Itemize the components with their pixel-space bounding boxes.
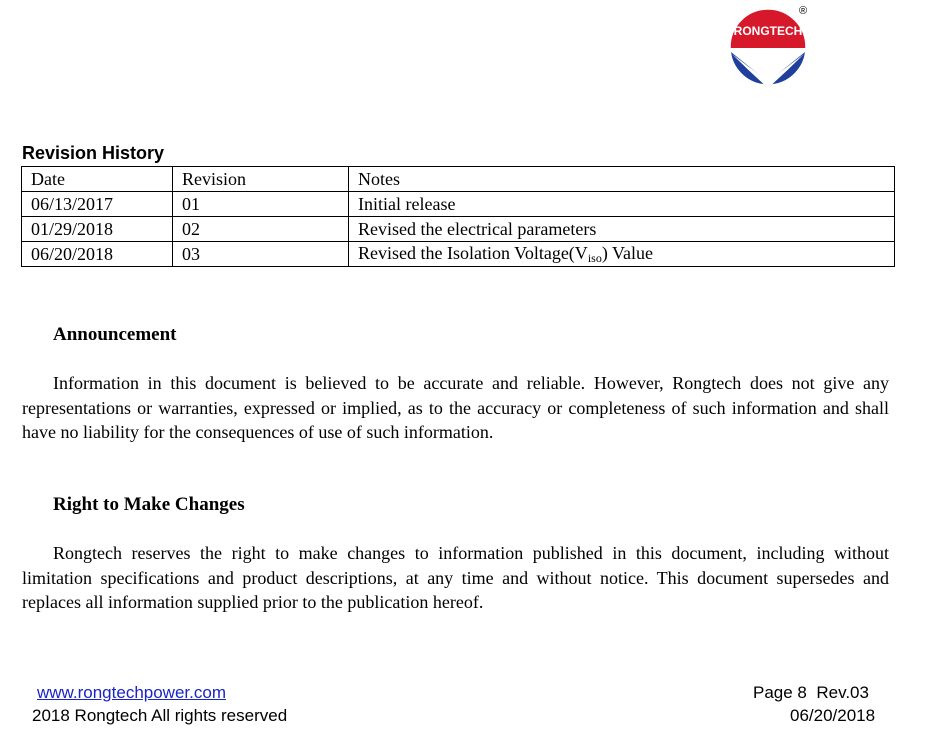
revision-label: Rev.03 (816, 683, 869, 702)
logo-wordmark: RONGTECH (733, 24, 803, 38)
column-header-revision: Revision (173, 167, 349, 192)
cell-revision: 02 (173, 217, 349, 242)
cell-revision: 01 (173, 192, 349, 217)
notes-text-prefix: Revised the Isolation Voltage(V (358, 242, 588, 263)
page-number: Page 8 (753, 683, 807, 702)
notes-text-suffix: ) Value (601, 242, 653, 263)
cell-date: 06/20/2018 (22, 242, 173, 267)
cell-date: 06/13/2017 (22, 192, 173, 217)
registered-mark: ® (798, 5, 808, 17)
cell-notes: Revised the electrical parameters (349, 217, 895, 242)
cell-revision: 03 (173, 242, 349, 267)
page-info (753, 683, 869, 703)
announcement-heading: Announcement (53, 324, 177, 345)
right-to-change-heading: Right to Make Changes (53, 494, 245, 515)
website-link[interactable]: www.rongtechpower.com (37, 683, 226, 702)
column-header-notes: Notes (349, 167, 895, 192)
table-row (22, 242, 895, 267)
column-header-date: Date (22, 167, 173, 192)
rongtech-logo (726, 2, 816, 88)
cell-notes (349, 242, 895, 267)
revision-history-title: Revision History (22, 143, 165, 163)
cell-date: 01/29/2018 (22, 217, 173, 242)
notes-subscript-iso: iso (587, 250, 602, 265)
table-header-row (22, 167, 895, 192)
table-row (22, 192, 895, 217)
announcement-body: Information in this document is believed to be accurate and reliable. However, Rongtech does not give any representations or warranties, expressed or implied, as to the accuracy or completeness of such information and shall have no liability for the consequences of use of such information. (22, 373, 889, 442)
revision-history-table (21, 166, 895, 267)
table-row (22, 217, 895, 242)
copyright-text: 2018 Rongtech All rights reserved (32, 706, 288, 725)
footer-date: 06/20/2018 (790, 706, 876, 725)
rongtech-logo-graphic (726, 2, 816, 88)
cell-notes: Initial release (349, 192, 895, 217)
right-to-change-body: Rongtech reserves the right to make changes to information published in this document, including without limitation specifications and product descriptions, at any time and without notice. This document supersedes and replaces all information supplied prior to the publication hereof. (22, 543, 889, 612)
